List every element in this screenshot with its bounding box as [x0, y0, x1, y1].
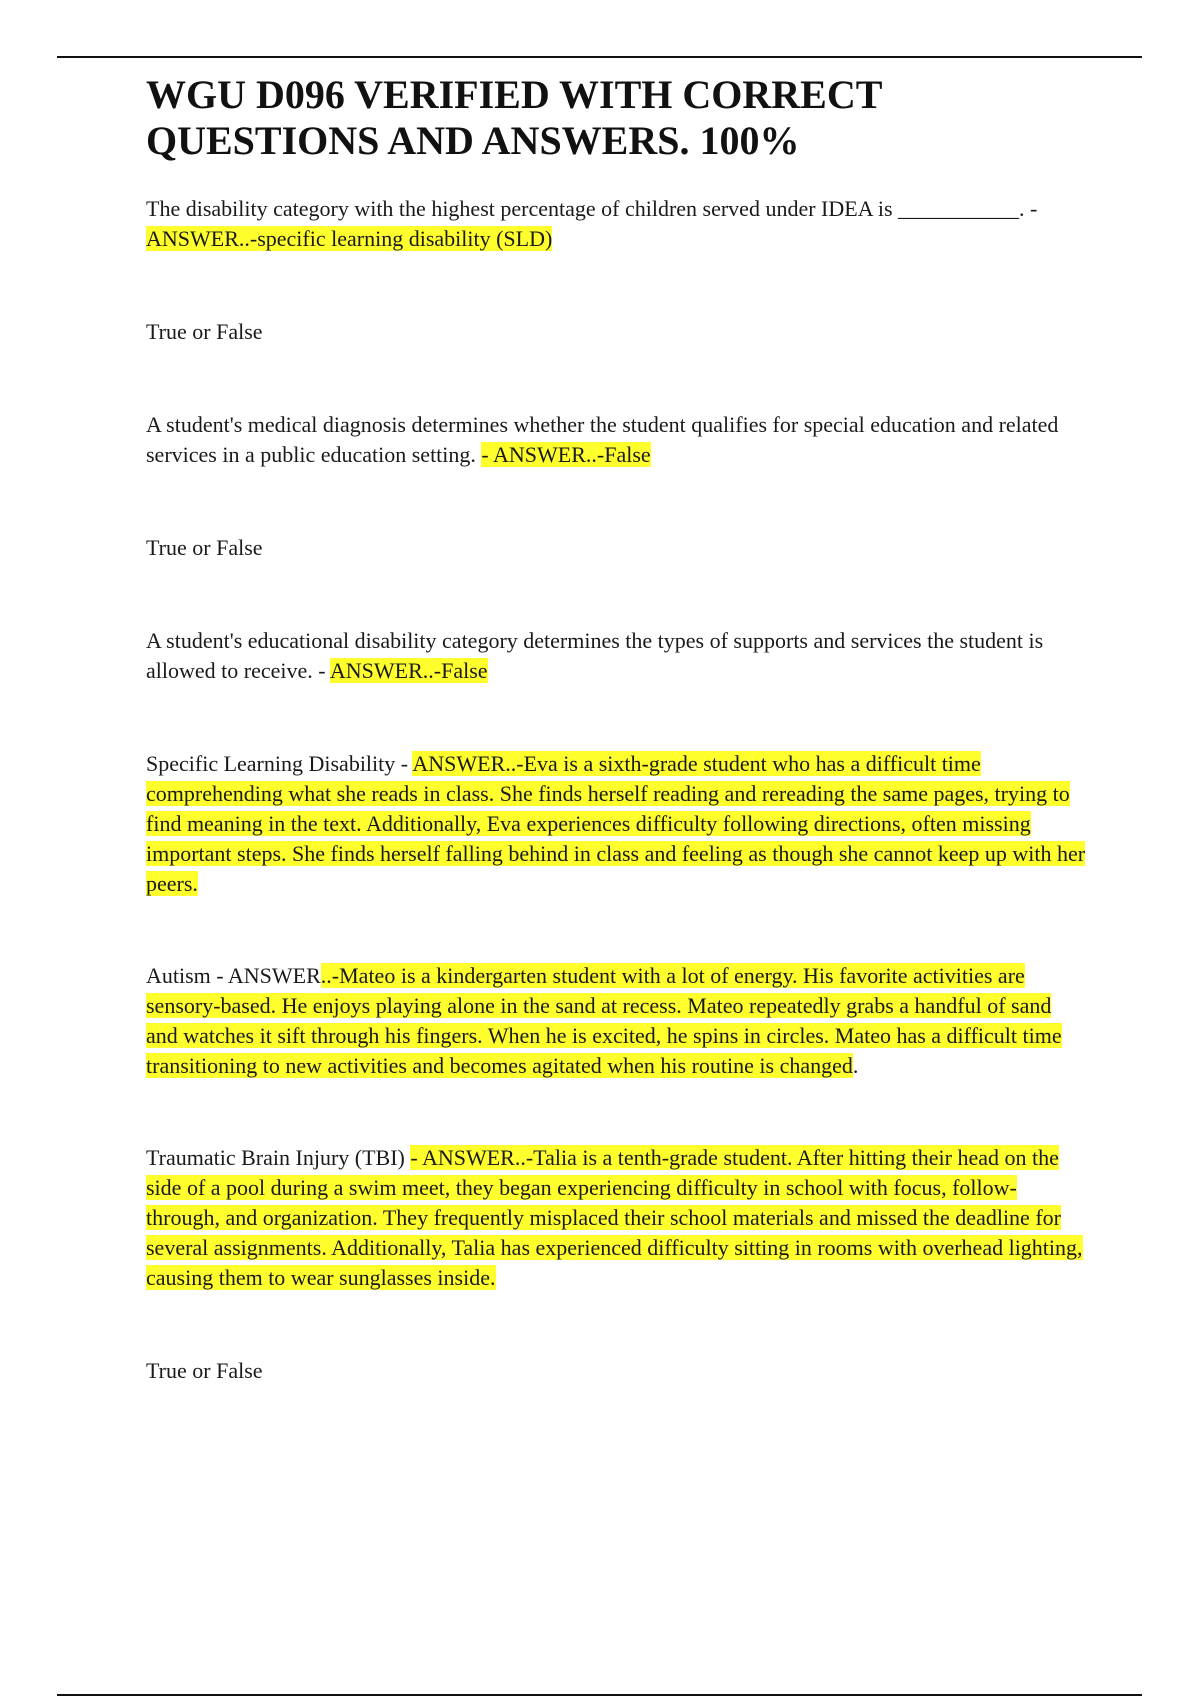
question-text: The disability category with the highest percentage of children served under IDEA is ___________. - — [146, 196, 1038, 221]
qa-item-disability-category — [146, 626, 1086, 686]
question-text: A student's educational disability category determines the types of supports and services the student is allowed to receive. - — [146, 628, 1044, 683]
answer-highlight: ANSWER..-False — [329, 658, 488, 683]
true-or-false-label: True or False — [146, 1358, 263, 1383]
answer-highlight: - ANSWER..-Talia is a tenth-grade student. After hitting their head on the side of a pool during a swim meet, they began experiencing difficulty in school with focus, follow-through, and organization. They frequently misplaced their school materials and missed the deadline for several assignments. Additionally, Talia has experienced difficulty sitting in rooms with overhead lighting, causing them to wear sunglasses inside. — [146, 1145, 1083, 1290]
document-body — [146, 72, 1086, 1386]
qa-item-sld — [146, 194, 1086, 254]
document-title: WGU D096 VERIFIED WITH CORRECT QUESTIONS AND ANSWERS. 100% — [146, 72, 882, 163]
true-or-false-label: True or False — [146, 535, 263, 560]
question-text: A student's medical diagnosis determines whether the student qualifies for special education and related services in a public education setting. — [146, 412, 1059, 467]
qa-item-medical-diagnosis — [146, 410, 1086, 470]
top-rule — [57, 56, 1142, 58]
qa-item-specific-learning-disability — [146, 749, 1086, 899]
qa-item-traumatic-brain-injury — [146, 1143, 1086, 1293]
answer-highlight: ANSWER..-Eva is a sixth-grade student who has a difficult time comprehending what she reads in class. She finds herself reading and rereading the same pages, trying to find meaning in the text. Additionally, Eva experiences difficulty following directions, often missing important steps. She finds herself falling behind in class and feeling as though she cannot keep up with her peers. — [146, 751, 1086, 896]
answer-highlight: - ANSWER..-False — [481, 442, 651, 467]
answer-highlight: ..-Mateo is a kindergarten student with a lot of energy. His favorite activities are sensory-based. He enjoys playing alone in the sand at recess. Mateo repeatedly grabs a handful of sand and watches it sift through his fingers. When he is excited, he spins in circles. Mateo has a difficult time transitioning to new activities and becomes agitated when his routine is changed — [146, 963, 1062, 1078]
question-text: Autism - ANSWER — [146, 963, 321, 988]
question-text: Traumatic Brain Injury (TBI) — [146, 1145, 411, 1170]
true-or-false-label: True or False — [146, 319, 263, 344]
bottom-rule — [57, 1694, 1142, 1696]
question-text: Specific Learning Disability - — [146, 751, 413, 776]
qa-item-autism — [146, 961, 1086, 1081]
answer-tail: . — [852, 1053, 859, 1078]
answer-highlight: ANSWER..-specific learning disability (SLD) — [146, 226, 553, 251]
